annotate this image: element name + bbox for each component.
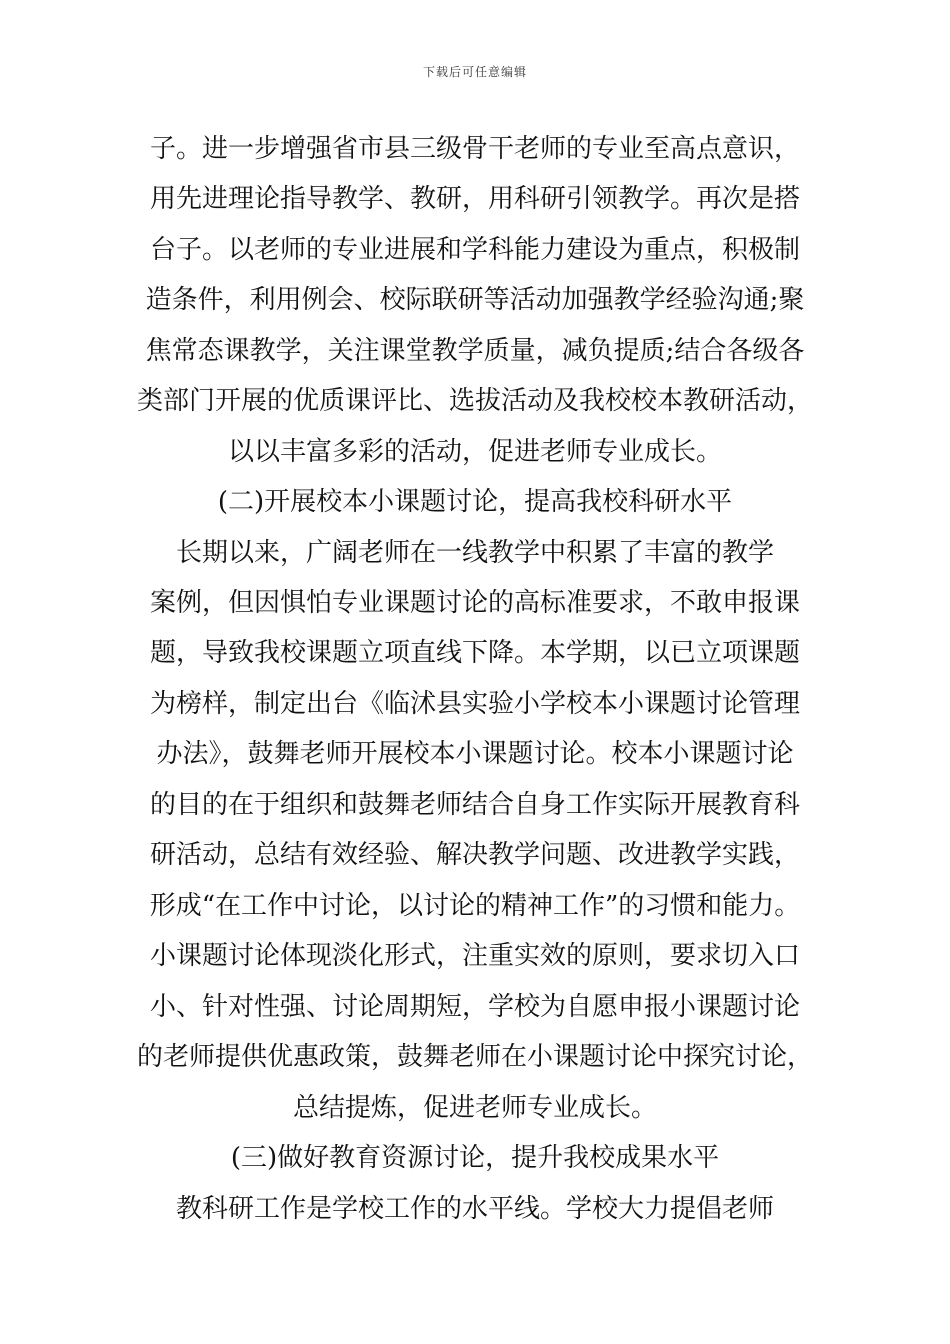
text-line: 为榜样，制定出台《临沭县实验小学校本小课题讨论管理 [149, 689, 800, 719]
text-line: 台子。以老师的专业进展和学科能力建设为重点，积极制 [149, 235, 800, 265]
text-line: 的目的在于组织和鼓舞老师结合自身工作实际开展教育科 [149, 790, 800, 820]
text-line: 办法》，鼓舞老师开展校本小课题讨论。校本小课题讨论 [156, 739, 794, 769]
text-line: 案例，但因惧怕专业课题讨论的高标准要求，不敢申报课 [149, 588, 800, 618]
text-line: 的老师提供优惠政策，鼓舞老师在小课题讨论中探究讨论， [136, 1042, 813, 1072]
text-line: 长期以来，广阔老师在一线教学中积累了丰富的教学 [175, 538, 774, 568]
text-line: 以以丰富多彩的活动，促进老师专业成长。 [227, 437, 722, 467]
text-line: 形成“在工作中讨论，以讨论的精神工作”的习惯和能力。 [149, 891, 801, 921]
text-line: 子。进一步增强省市县三级骨干老师的专业至高点意识， [149, 134, 800, 164]
text-line: 题，导致我校课题立项直线下降。本学期，以已立项课题 [149, 638, 800, 668]
text-line: 教科研工作是学校工作的水平线。学校大力提倡老师 [175, 1194, 774, 1224]
page-header: 下载后可任意编辑 [422, 65, 527, 79]
text-line: 造条件，利用例会、校际联研等活动加强教学经验沟通;聚 [145, 285, 805, 315]
text-line: 焦常态课教学，关注课堂教学质量，减负提质;结合各级各 [145, 336, 805, 366]
section-heading: (三)做好教育资源讨论，提升我校成果水平 [230, 1143, 720, 1173]
text-line: 小、针对性强、讨论周期短，学校为自愿申报小课题讨论 [149, 992, 800, 1022]
text-line: 研活动，总结有效经验、解决教学问题、改进教学实践， [149, 840, 800, 870]
text-line: 用先进理论指导教学、教研，用科研引领教学。再次是搭 [149, 184, 800, 214]
text-line: 总结提炼，促进老师专业成长。 [292, 1093, 657, 1123]
text-line: 小课题讨论体现淡化形式，注重实效的原则，要求切入口 [149, 941, 800, 971]
text-line: 类部门开展的优质课评比、选拔活动及我校校本教研活动， [136, 386, 813, 416]
section-heading: (二)开展校本小课题讨论，提高我校科研水平 [217, 487, 733, 517]
